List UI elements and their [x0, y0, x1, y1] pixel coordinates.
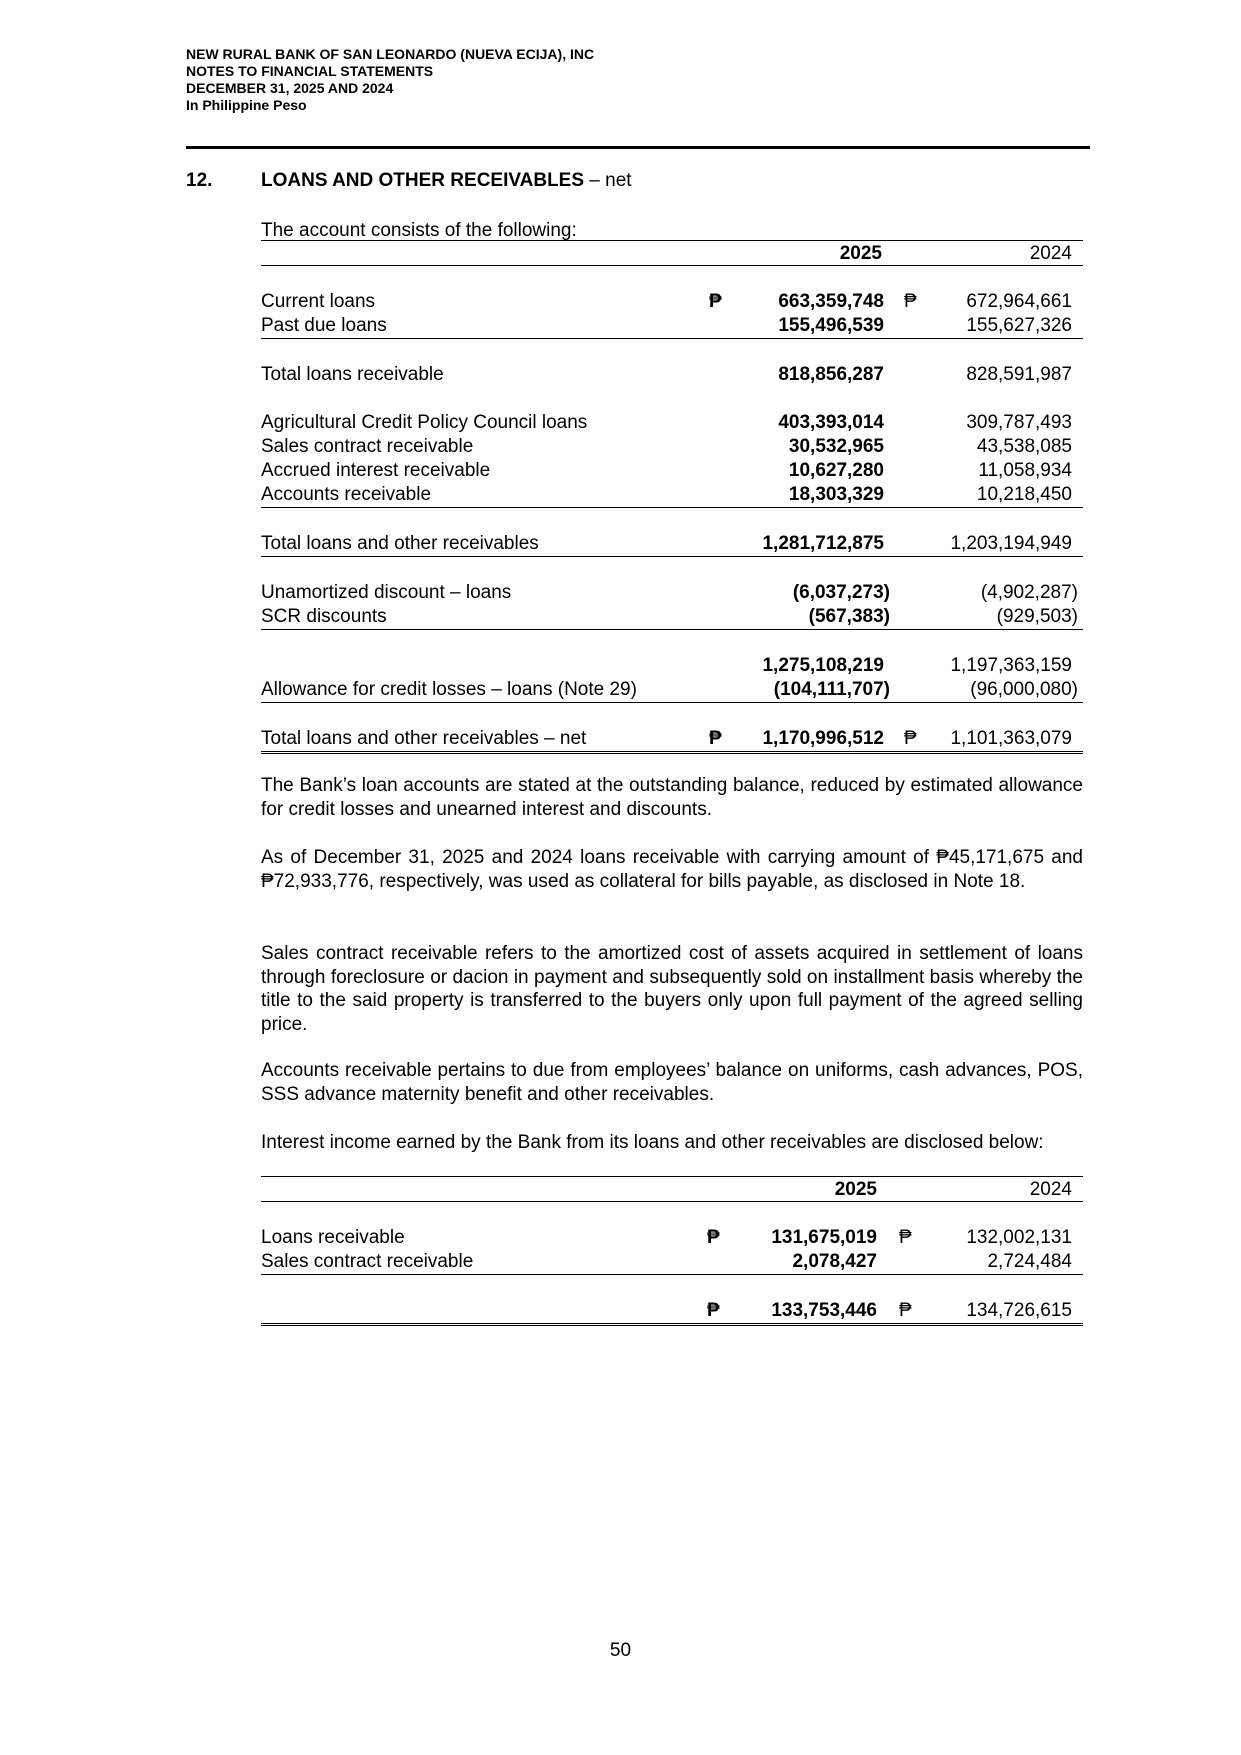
- company-name: NEW RURAL BANK OF SAN LEONARDO (NUEVA ECIJA), INC: [186, 46, 595, 62]
- section-number: 12.: [186, 170, 213, 191]
- document-header: [186, 46, 594, 114]
- value-2024: 1,197,363,159: [950, 655, 1072, 676]
- value-2024: 43,538,085: [976, 436, 1072, 457]
- value-2025: 155,496,539: [778, 315, 884, 336]
- peso-sign: ₱: [904, 728, 917, 749]
- row-label: Total loans and other receivables – net: [261, 728, 587, 749]
- value-2025: 131,675,019: [771, 1227, 877, 1248]
- value-2025: 30,532,965: [788, 436, 884, 457]
- table-row: [261, 459, 1083, 483]
- value-2024: 11,058,934: [978, 460, 1072, 481]
- table-row: [261, 532, 1083, 557]
- value-2025: 1,275,108,219: [762, 655, 884, 676]
- document-title: NOTES TO FINANCIAL STATEMENTS: [186, 63, 434, 79]
- section-title: LOANS AND OTHER RECEIVABLES: [261, 170, 585, 191]
- paragraph-loan-accounts: The Bank’s loan accounts are stated at the outstanding balance, reduced by estimated allowance for credit losses and unearned interest and discounts.: [261, 775, 1083, 820]
- table-row: [261, 290, 1083, 314]
- value-2025: 1,170,996,512: [762, 728, 884, 749]
- row-label: Total loans receivable: [261, 364, 444, 385]
- column-2024: 2024: [1029, 1179, 1072, 1200]
- table-row: [261, 363, 1083, 387]
- row-label: SCR discounts: [261, 606, 387, 627]
- page-number: 50: [609, 1640, 632, 1661]
- peso-sign: ₱: [707, 1300, 720, 1321]
- loans-table: [261, 240, 1083, 754]
- value-2025: (567,383): [808, 606, 890, 627]
- table-header: [261, 1176, 1083, 1202]
- row-label: Past due loans: [261, 315, 387, 336]
- peso-sign: ₱: [899, 1227, 912, 1248]
- value-2024: 1,101,363,079: [950, 728, 1072, 749]
- value-2025: 663,359,748: [778, 291, 884, 312]
- peso-sign: ₱: [904, 291, 917, 312]
- row-label: Unamortized discount – loans: [261, 582, 512, 603]
- table-row-total: [261, 1299, 1083, 1326]
- table-header: [261, 240, 1083, 266]
- section-intro: The account consists of the following:: [261, 220, 577, 241]
- table-row: [261, 678, 1083, 703]
- section-heading: [186, 170, 632, 192]
- row-label: Current loans: [261, 291, 376, 312]
- paragraph-interest-income: Interest income earned by the Bank from its loans and other receivables are disclosed below:: [261, 1132, 1044, 1153]
- table-row: [261, 581, 1083, 605]
- table-row: [261, 654, 1083, 678]
- row-label: Sales contract receivable: [261, 1251, 474, 1272]
- value-2024: 134,726,615: [966, 1300, 1072, 1321]
- table-row: [261, 411, 1083, 435]
- table-row: [261, 1250, 1083, 1275]
- column-2024: 2024: [1029, 243, 1072, 264]
- row-label: Allowance for credit losses – loans (Note 29): [261, 679, 637, 700]
- table-row: [261, 435, 1083, 459]
- table-row: [261, 483, 1083, 508]
- value-2025: 133,753,446: [771, 1300, 877, 1321]
- peso-sign: ₱: [707, 1227, 720, 1248]
- table-row-total: [261, 727, 1083, 754]
- value-2025: (104,111,707): [773, 679, 890, 700]
- value-2025: 2,078,427: [792, 1251, 877, 1272]
- column-2025: 2025: [839, 243, 882, 264]
- row-label: Accrued interest receivable: [261, 460, 491, 481]
- value-2024: 828,591,987: [966, 364, 1072, 385]
- value-2025: 1,281,712,875: [762, 533, 884, 554]
- value-2024: 155,627,326: [966, 315, 1072, 336]
- paragraph-collateral: As of December 31, 2025 and 2024 loans receivable with carrying amount of ₱45,171,675 and ₱72,933,776, respectively, was used as collateral for bills payable, as disclosed in Note 18.: [261, 847, 1083, 892]
- paragraph-sales-contract: Sales contract receivable refers to the amortized cost of assets acquired in settlement of loans through foreclosure or dacion in payment and subsequently sold on installment basis whereby the title to the said property is transferred to the buyers only upon full payment of the agreed selling price.: [261, 943, 1083, 1035]
- value-2025: 10,627,280: [788, 460, 884, 481]
- value-2024: 309,787,493: [966, 412, 1072, 433]
- row-label: Sales contract receivable: [261, 436, 474, 457]
- peso-sign: ₱: [709, 728, 722, 749]
- value-2024: (4,902,287): [980, 582, 1078, 603]
- value-2025: 403,393,014: [778, 412, 884, 433]
- header-divider: [186, 146, 1090, 149]
- value-2024: 10,218,450: [976, 484, 1072, 505]
- column-2025: 2025: [834, 1179, 877, 1200]
- value-2025: 818,856,287: [778, 364, 884, 385]
- value-2024: (929,503): [996, 606, 1078, 627]
- table-row: [261, 314, 1083, 339]
- row-label: Total loans and other receivables: [261, 533, 539, 554]
- value-2025: 18,303,329: [788, 484, 884, 505]
- row-label: Accounts receivable: [261, 484, 432, 505]
- section-suffix: – net: [584, 170, 632, 191]
- document-date: DECEMBER 31, 2025 AND 2024: [186, 80, 394, 96]
- value-2025: (6,037,273): [792, 582, 890, 603]
- peso-sign: ₱: [709, 291, 722, 312]
- row-label: Agricultural Credit Policy Council loans: [261, 412, 588, 433]
- value-2024: 2,724,484: [987, 1251, 1072, 1272]
- peso-sign: ₱: [899, 1300, 912, 1321]
- currency-note: In Philippine Peso: [186, 97, 307, 113]
- table-row: [261, 1226, 1083, 1250]
- value-2024: 132,002,131: [966, 1227, 1072, 1248]
- interest-income-table: [261, 1176, 1083, 1326]
- value-2024: 1,203,194,949: [950, 533, 1072, 554]
- value-2024: 672,964,661: [966, 291, 1072, 312]
- table-row: [261, 605, 1083, 630]
- value-2024: (96,000,080): [970, 679, 1078, 700]
- row-label: Loans receivable: [261, 1227, 405, 1248]
- paragraph-accounts-receivable: Accounts receivable pertains to due from employees’ balance on uniforms, cash advances, POS, SSS advance maternity benefit and other receivables.: [261, 1060, 1083, 1105]
